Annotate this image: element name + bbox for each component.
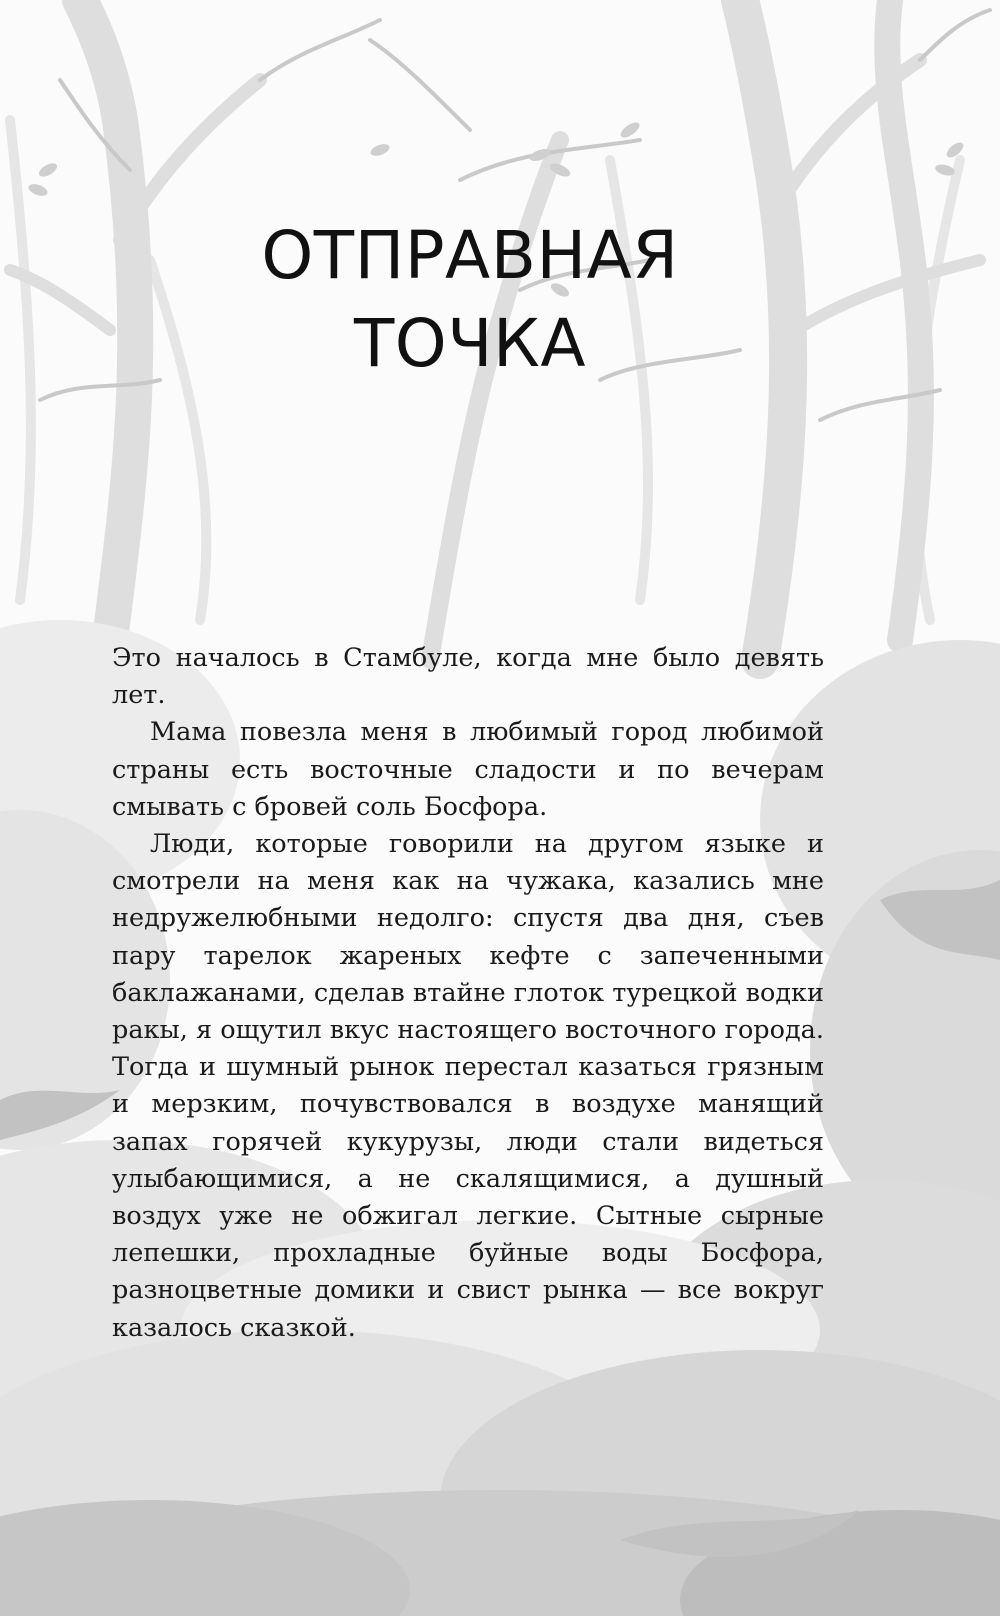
chapter-title bbox=[0, 212, 940, 388]
chapter-title-line-2: ТОЧКА bbox=[353, 305, 587, 382]
paragraph: Люди, которые говорили на другом языке и смотрели на меня как на чужака, казались мне недружелюбными недолго: спустя два дня, съев пару тарелок жареных кефте с запеченными баклажанами, сделав втайне глоток турецкой водки ракы, я ощутил вкус настоящего восточного города. Тогда и шумный рынок перестал казаться грязным и мерзким, почувствовался в воздухе манящий запах горячей кукурузы, люди стали видеться улыбающимися, а не скалящимися, а душный воздух уже не обжигал легкие. Сытные сырные лепешки, прохладные буйные воды Босфора, разноцветные домики и свист рынка — все вокруг казалось сказкой. bbox=[112, 829, 824, 1343]
chapter-title-line-1: ОТПРАВНАЯ bbox=[261, 217, 679, 294]
chapter-body bbox=[112, 640, 824, 1347]
paragraph: Это началось в Стамбуле, когда мне было девять лет. bbox=[112, 643, 824, 711]
paragraph: Мама повезла меня в любимый город любимой страны есть восточные сладости и по вечерам смывать с бровей соль Босфора. bbox=[112, 717, 824, 822]
